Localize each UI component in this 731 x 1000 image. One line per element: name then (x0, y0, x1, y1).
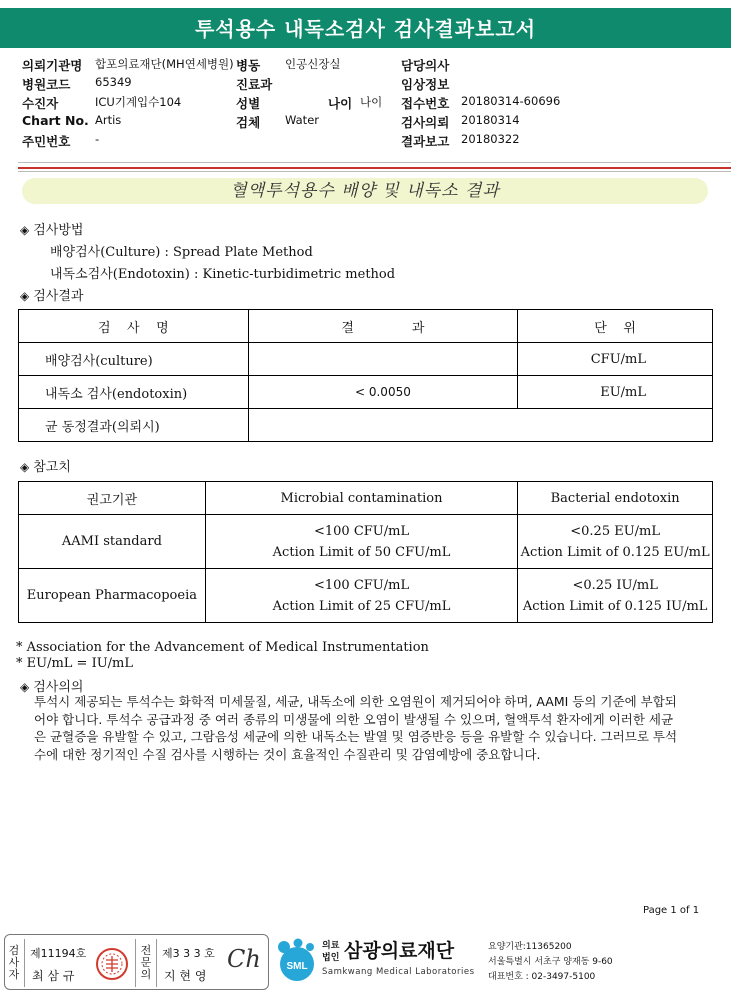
hospital-code-label: 병원코드 (22, 77, 71, 92)
test-result: < 0.0050 (248, 376, 518, 409)
reference-endotoxin: <0.25 EU/mL Action Limit of 0.125 EU/mL (518, 515, 713, 569)
reference-heading: ◈ 참고치 (20, 460, 71, 475)
table-row (19, 569, 713, 623)
header-unit: 단 위 (518, 310, 713, 343)
method-endotoxin: 내독소검사(Endotoxin) : Kinetic-turbidimetric method (50, 267, 396, 282)
method-heading: ◈ 검사방법 (20, 223, 84, 238)
test-name: 배양검사(culture) (19, 343, 249, 376)
institution-code: 요양기관:11365200 (488, 942, 572, 952)
divider (156, 939, 157, 987)
patient-value: ICU기계입수104 (95, 95, 182, 109)
specimen-value: Water (285, 113, 319, 127)
organization-logo (274, 934, 731, 990)
request-value: 20180314 (461, 113, 520, 127)
examiner-label: 검사자 (8, 944, 20, 981)
pathologist-label: 전문의 (140, 944, 152, 981)
clinical-info-label: 임상정보 (401, 77, 450, 92)
opinion-heading: ◈ 검사의의 (20, 680, 84, 695)
reference-org: AAMI standard (19, 515, 206, 569)
reference-endotoxin: <0.25 IU/mL Action Limit of 0.125 IU/mL (518, 569, 713, 623)
seal-stamp-icon (94, 946, 130, 982)
header-organization: 권고기관 (19, 482, 206, 515)
test-unit: CFU/mL (518, 343, 713, 376)
header-test-name: 검 사 명 (19, 310, 249, 343)
chart-label: Chart No. (22, 113, 89, 128)
report-title: 투석용수 내독소검사 검사결과보고서 (0, 8, 731, 48)
footnote-units: * EU/mL = IU/mL (16, 656, 134, 671)
divider (135, 939, 136, 987)
section-subtitle: 혈액투석용수 배양 및 내독소 결과 (22, 178, 708, 204)
pathologist-name: 지 현 영 (164, 969, 207, 983)
report-date-label: 결과보고 (401, 134, 450, 149)
institution-label: 의뢰기관명 (22, 58, 83, 73)
sex-label: 성별 (236, 96, 261, 111)
organization-english-name: Samkwang Medical Laboratories (322, 967, 475, 977)
header-result: 결 과 (248, 310, 518, 343)
diamond-bullet-icon: ◈ (20, 680, 30, 694)
test-result (248, 343, 518, 376)
table-row (19, 409, 713, 442)
examiner-name: 최 삼 규 (32, 969, 75, 983)
receipt-label: 접수번호 (401, 96, 450, 111)
table-header-row (19, 310, 713, 343)
footer (4, 934, 731, 990)
age-value: 나이 (360, 95, 383, 109)
examiner-license: 제11194호 (30, 947, 87, 960)
organization-name: 삼광의료재단 (344, 940, 455, 962)
header-microbial: Microbial contamination (205, 482, 517, 515)
table-row (19, 515, 713, 569)
table-row (19, 343, 713, 376)
chart-value: Artis (95, 113, 122, 127)
test-unit: EU/mL (518, 376, 713, 409)
test-name: 균 동정결과(의뢰시) (19, 409, 249, 442)
footnote-aami: * Association for the Advancement of Medical Instrumentation (16, 640, 429, 655)
patient-info (22, 56, 722, 151)
svg-text:SML: SML (286, 961, 308, 972)
institution-value: 합포의료재단(MH연세병원) (95, 57, 234, 71)
organization-phone: 대표번호 : 02-3497-5100 (488, 972, 596, 982)
doctor-label: 담당의사 (401, 58, 450, 73)
divider (18, 162, 731, 163)
hospital-code-value: 65349 (95, 75, 132, 89)
method-culture: 배양검사(Culture) : Spread Plate Method (50, 245, 313, 260)
patient-label: 수진자 (22, 96, 59, 111)
organization-address: 서울특별시 서초구 양재동 9-60 (488, 957, 613, 967)
signature: Ch (227, 945, 261, 973)
age-label: 나이 (328, 96, 353, 111)
page-number: Page 1 of 1 (643, 905, 700, 916)
results-table (18, 309, 713, 442)
corporation-label: 의료 법인 (322, 941, 340, 963)
reference-microbial: <100 CFU/mL Action Limit of 25 CFU/mL (205, 569, 517, 623)
reference-org: European Pharmacopoeia (19, 569, 206, 623)
divider (18, 171, 731, 172)
diamond-bullet-icon: ◈ (20, 223, 30, 237)
ward-value: 인공신장실 (285, 57, 341, 71)
diamond-bullet-icon: ◈ (20, 289, 30, 303)
test-result (248, 409, 712, 442)
divider-red (18, 167, 731, 169)
divider (24, 939, 25, 987)
diamond-bullet-icon: ◈ (20, 460, 30, 474)
reference-microbial: <100 CFU/mL Action Limit of 50 CFU/mL (205, 515, 517, 569)
opinion-text: 투석시 제공되는 투석수는 화학적 미세물질, 세균, 내독소에 의한 오염원이 제거되어야 하며, AAMI 등의 기준에 부합되어야 합니다. 투석수 공급과정 중 여러 종류의 미생물에 의한 오염이 발생될 수 있으며, 혈액투석 환자에게 이러한 세균은 균혈증을 유발할 수 있고, 그람음성 세균에 의한 내독소는 발열 및 염증반응 등을 유발할 수 있습니다. 그러므로 투석수에 대한 정기적인 수질 검사를 시행하는 것이 효율적인 수질관리 및 감염예방에 중요합니다. (34, 694, 678, 762)
test-name: 내독소 검사(endotoxin) (19, 376, 249, 409)
reference-table (18, 481, 713, 623)
results-heading: ◈ 검사결과 (20, 289, 84, 304)
resident-value: - (95, 132, 100, 146)
specimen-label: 검체 (236, 115, 261, 130)
table-row (19, 376, 713, 409)
signature-box (4, 934, 269, 990)
header-endotoxin: Bacterial endotoxin (518, 482, 713, 515)
request-label: 검사의뢰 (401, 115, 450, 130)
receipt-value: 20180314-60696 (461, 94, 561, 108)
table-header-row (19, 482, 713, 515)
report-date-value: 20180322 (461, 132, 520, 146)
sml-logo-icon (274, 938, 320, 984)
resident-label: 주민번호 (22, 134, 71, 149)
department-label: 진료과 (236, 77, 273, 92)
ward-label: 병동 (236, 58, 261, 73)
pathologist-license: 제3 3 3 호 (162, 947, 215, 960)
